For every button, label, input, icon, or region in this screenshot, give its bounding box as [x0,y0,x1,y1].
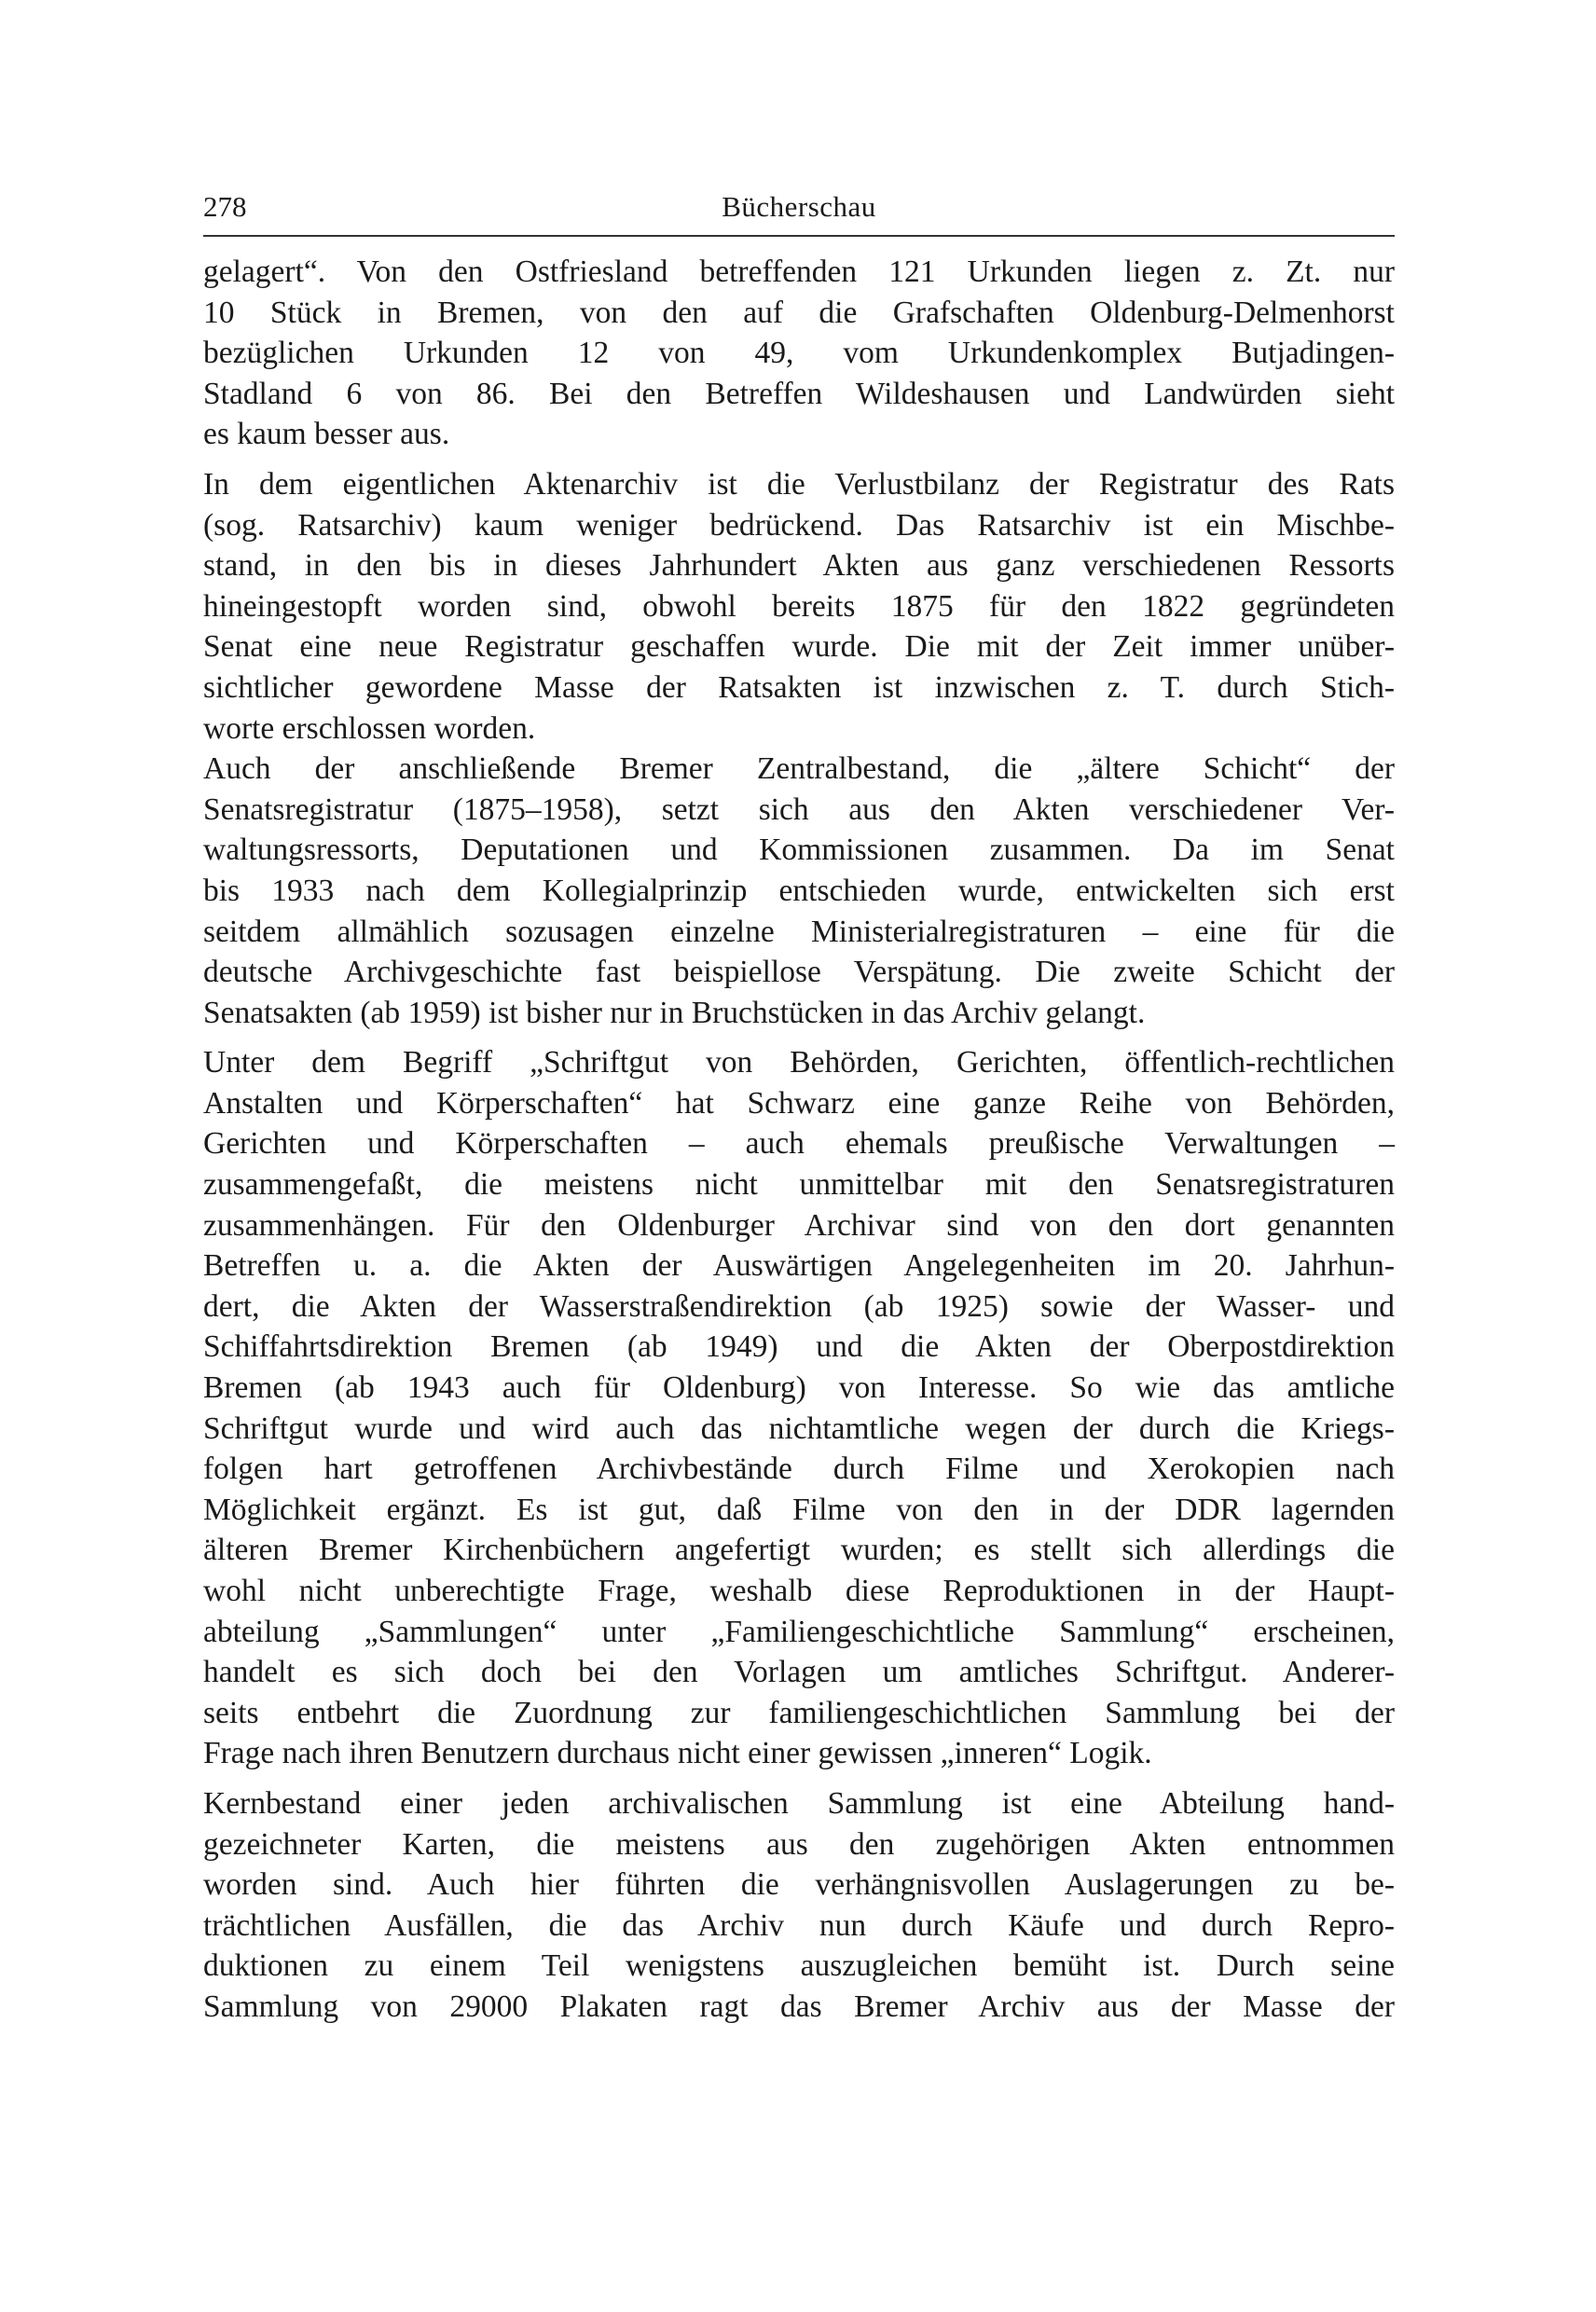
paragraph-2 [203,464,1395,749]
text-line: dert, die Akten der Wasserstraßendirektion (ab 1925) sowie der Wasser- und [203,1288,1395,1324]
text-line: worden sind. Auch hier führten die verhängnisvollen Auslagerungen zu be- [203,1867,1395,1903]
page-number: 278 [203,190,247,223]
text-line: Möglichkeit ergänzt. Es ist gut, daß Filme von den in der DDR lagernden [203,1492,1395,1527]
text-line: Stadland 6 von 86. Bei den Betreffen Wildeshausen und Landwürden sieht [203,376,1395,411]
text-line: In dem eigentlichen Aktenarchiv ist die Verlustbilanz der Registratur des Rats [203,466,1395,502]
text-line: Frage nach ihren Benutzern durchaus nicht einer gewissen „inneren“ Logik. [203,1736,1152,1771]
text-line: Unter dem Begriff „Schriftgut von Behörden, Gerichten, öffentlich-rechtlichen [203,1045,1395,1080]
text-line: Anstalten und Körperschaften“ hat Schwarz eine ganze Reihe von Behörden, [203,1085,1395,1121]
text-line: deutsche Archivgeschichte fast beispiellose Verspätung. Die zweite Schicht der [203,955,1395,990]
text-line: Betreffen u. a. die Akten der Auswärtigen Angelegenheiten im 20. Jahrhun- [203,1248,1395,1284]
text-line: wohl nicht unberechtigte Frage, weshalb diese Reproduktionen in der Haupt- [203,1574,1395,1608]
paragraph-4 [203,1042,1395,1774]
text-line: hineingestopft worden sind, obwohl bereits 1875 für den 1822 gegründeten [203,588,1395,624]
text-line: folgen hart getroffenen Archivbestände durch Filme und Xerokopien nach [203,1452,1395,1487]
running-title: Bücherschau [722,190,876,223]
text-line: bis 1933 nach dem Kollegialprinzip entschieden wurde, entwickelten sich erst [203,873,1395,908]
text-line: Auch der anschließende Bremer Zentralbestand, die „ältere Schicht“ der [203,751,1395,787]
paragraph-1 [203,252,1395,455]
text-line: trächtlichen Ausfällen, die das Archiv nun durch Käufe und durch Repro- [203,1907,1395,1943]
text-line: Gerichten und Körperschaften – auch ehemals preußische Verwaltungen – [203,1126,1395,1162]
text-line: sichtlicher gewordene Masse der Ratsakten ist inzwischen z. T. durch Stich- [203,669,1395,705]
text-line: Schiffahrtsdirektion Bremen (ab 1949) und die Akten der Oberpostdirektion [203,1329,1395,1365]
text-line: zusammengefaßt, die meistens nicht unmittelbar mit den Senatsregistraturen [203,1167,1395,1203]
text-line: seits entbehrt die Zuordnung zur familiengeschichtlichen Sammlung bei der [203,1695,1395,1730]
text-line: duktionen zu einem Teil wenigstens auszugleichen bemüht ist. Durch seine [203,1948,1395,1984]
text-line: Senatsregistratur (1875–1958), setzt sich aus den Akten verschiedener Ver- [203,791,1395,827]
paragraph-3 [203,749,1395,1033]
text-line: gezeichneter Karten, die meistens aus den zugehörigen Akten entnommen [203,1826,1395,1862]
text-line: Schriftgut wurde und wird auch das nichtamtliche wegen der durch die Kriegs- [203,1411,1395,1446]
text-line: Sammlung von 29000 Plakaten ragt das Bremer Archiv aus der Masse der [203,1989,1395,2024]
text-line: waltungsressorts, Deputationen und Kommissionen zusammen. Da im Senat [203,833,1395,868]
text-line: (sog. Ratsarchiv) kaum weniger bedrückend. Das Ratsarchiv ist ein Mischbe- [203,507,1395,543]
text-line: Senatsakten (ab 1959) ist bisher nur in Bruchstücken in das Archiv gelangt. [203,995,1146,1030]
text-line: handelt es sich doch bei den Vorlagen um amtliches Schriftgut. Anderer- [203,1655,1395,1690]
text-line: älteren Bremer Kirchenbüchern angefertigt wurden; es stellt sich allerdings die [203,1533,1395,1568]
paragraph-5 [203,1783,1395,2028]
text-line: bezüglichen Urkunden 12 von 49, vom Urkundenkomplex Butjadingen- [203,336,1395,371]
body-text [203,252,1395,2028]
book-page [203,186,1395,2028]
text-line: zusammenhängen. Für den Oldenburger Archivar sind von den dort genannten [203,1207,1395,1243]
text-line: es kaum besser aus. [203,417,450,452]
text-line: 10 Stück in Bremen, von den auf die Grafschaften Oldenburg-Delmenhorst [203,295,1395,330]
running-header [203,186,1395,237]
text-line: gelagert“. Von den Ostfriesland betreffenden 121 Urkunden liegen z. Zt. nur [203,255,1395,289]
text-line: worte erschlossen worden. [203,710,536,746]
text-line: Kernbestand einer jeden archivalischen Sammlung ist eine Abteilung hand- [203,1785,1395,1821]
text-line: abteilung „Sammlungen“ unter „Familiengeschichtliche Sammlung“ erscheinen, [203,1614,1395,1649]
text-line: Bremen (ab 1943 auch für Oldenburg) von Interesse. So wie das amtliche [203,1370,1395,1406]
text-line: seitdem allmählich sozusagen einzelne Ministerialregistraturen – eine für die [203,914,1395,949]
text-line: stand, in den bis in dieses Jahrhundert Akten aus ganz verschiedenen Ressorts [203,548,1395,584]
text-line: Senat eine neue Registratur geschaffen wurde. Die mit der Zeit immer unüber- [203,629,1395,665]
